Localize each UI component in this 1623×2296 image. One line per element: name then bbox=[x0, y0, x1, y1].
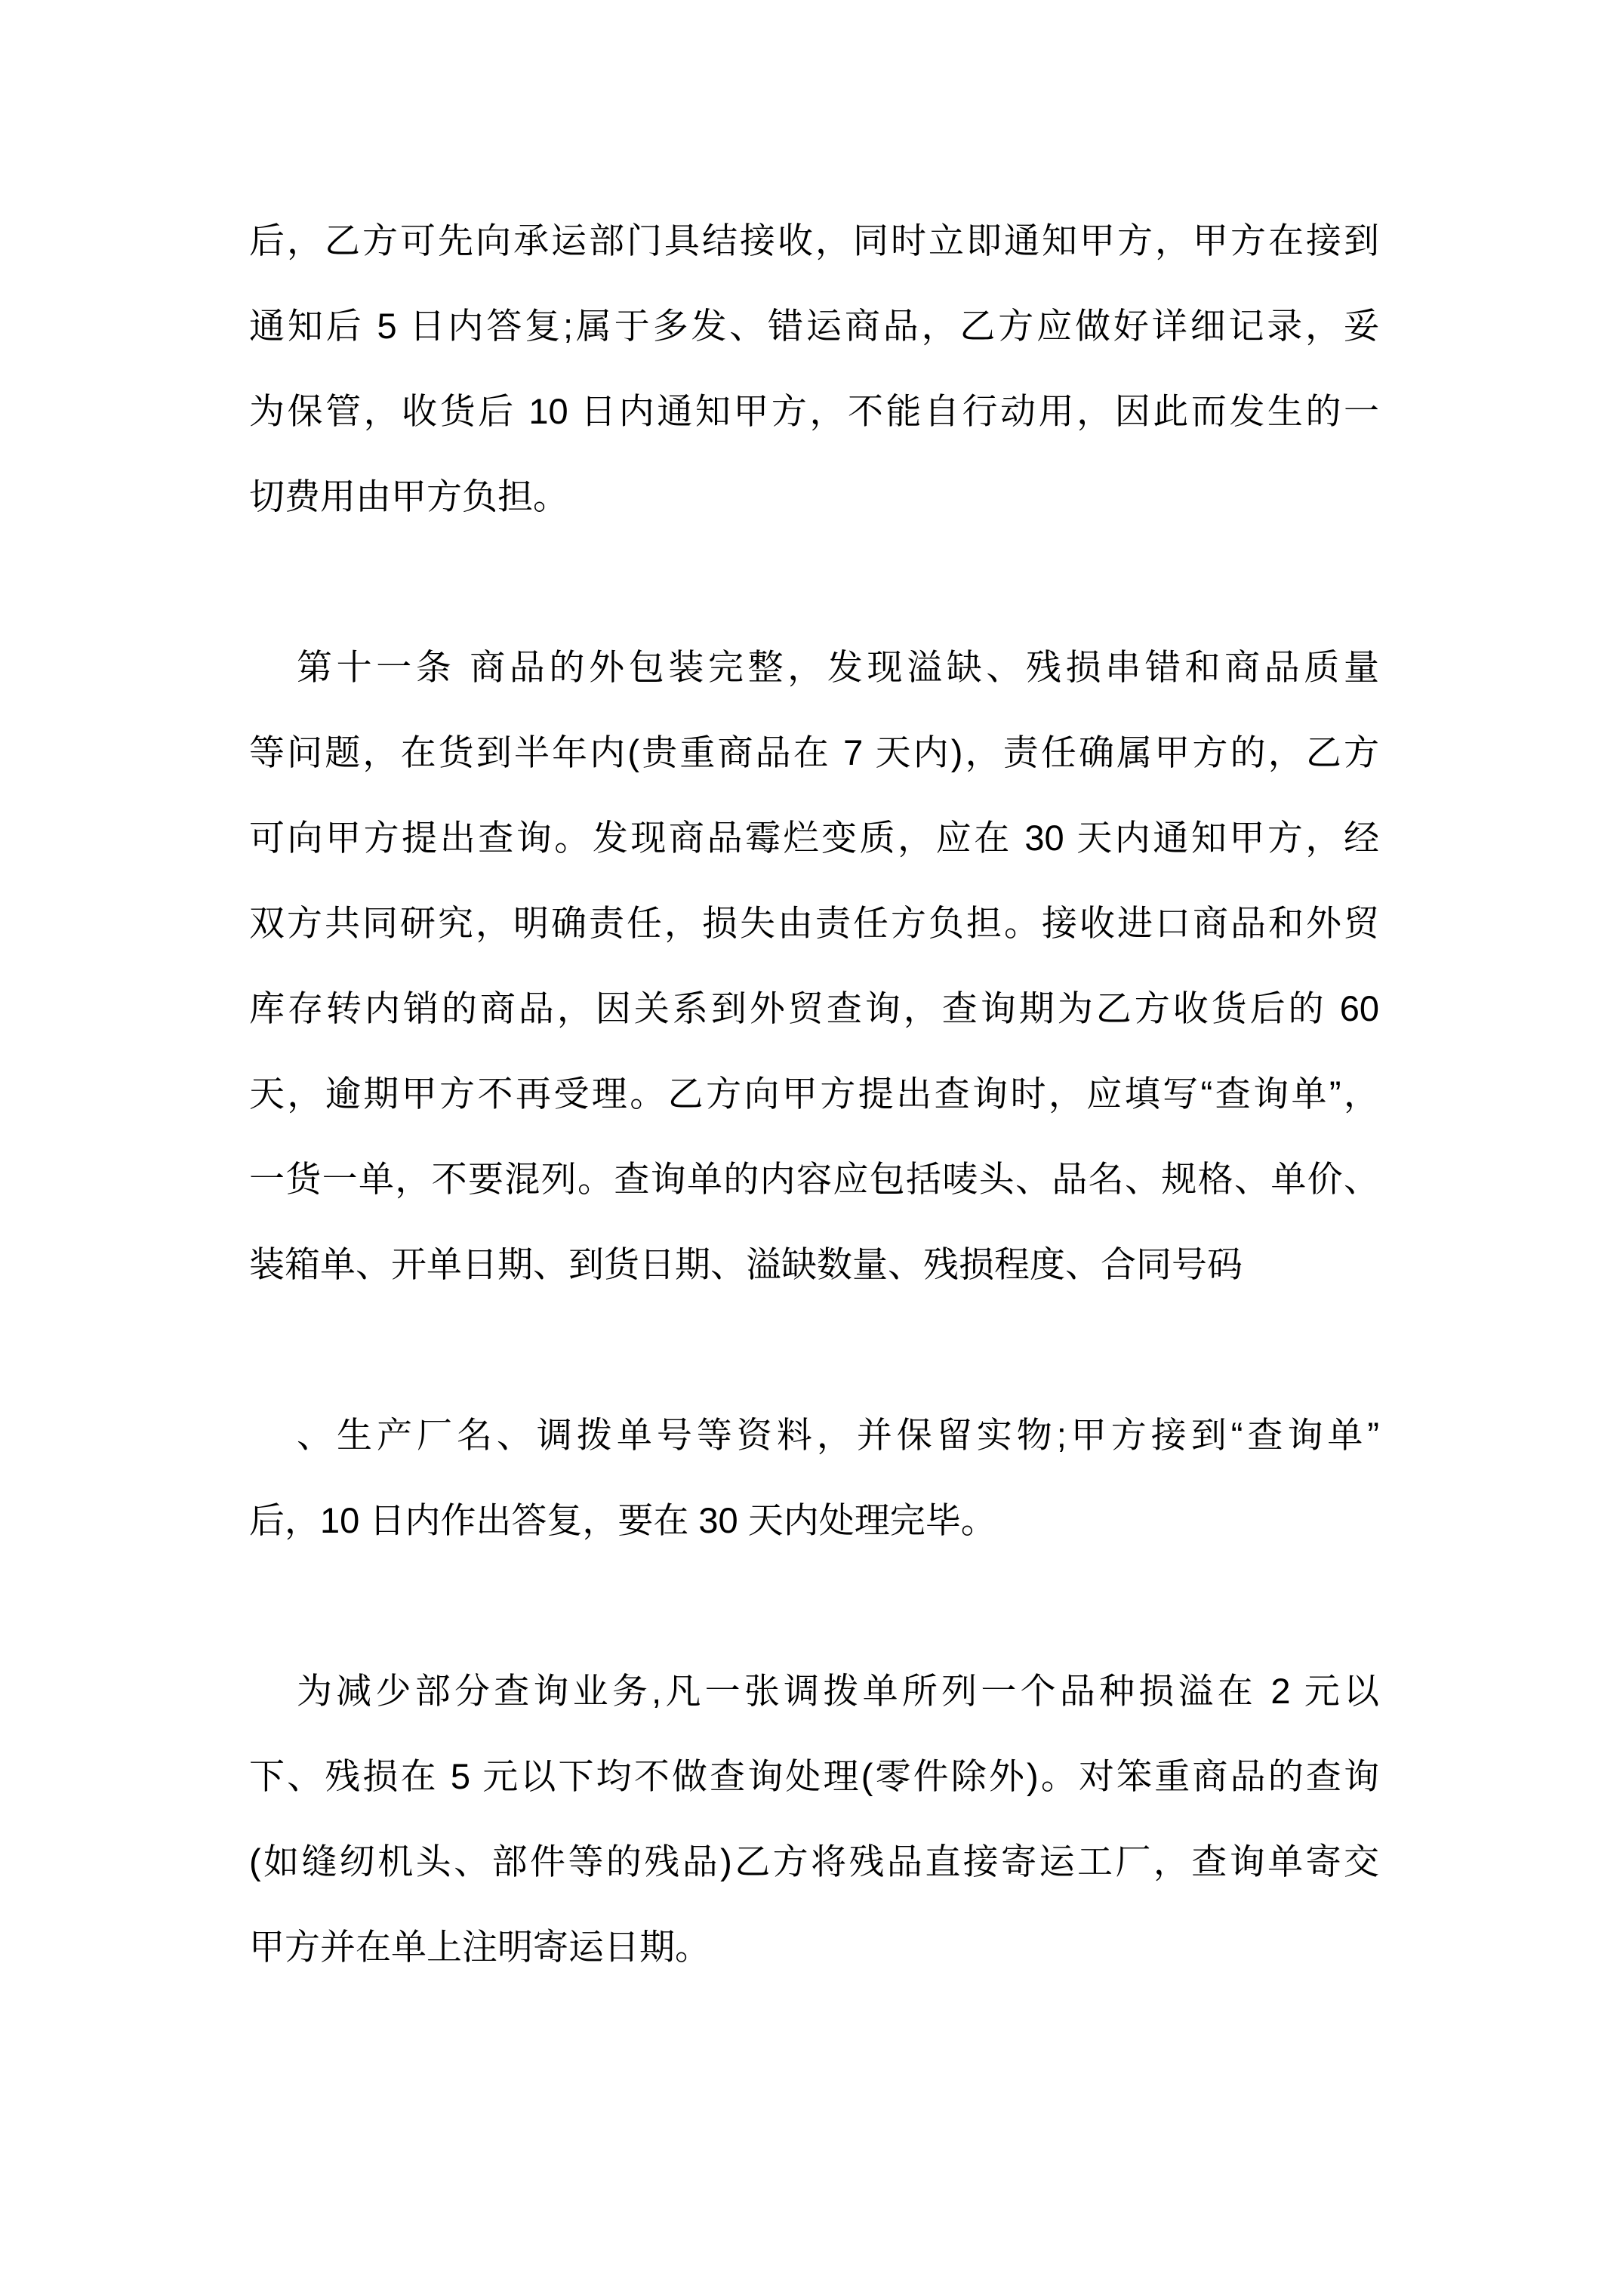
text-line: 等问题，在货到半年内(贵重商品在 7 天内)，责任确属甲方的，乙方 bbox=[249, 732, 1379, 772]
text-line: 、生产厂名、调拨单号等资料，并保留实物;甲方接到“查询单” bbox=[297, 1415, 1379, 1455]
text-line: 库存转内销的商品，因关系到外贸查询，查询期为乙方收货后的 60 bbox=[249, 988, 1379, 1028]
text-line: 为保管，收货后 10 日内通知甲方，不能自行动用，因此而发生的一 bbox=[249, 391, 1379, 431]
text-line: 下、残损在 5 元以下均不做查询处理(零件除外)。对笨重商品的查询 bbox=[249, 1756, 1379, 1796]
text-line: 天，逾期甲方不再受理。乙方向甲方提出查询时，应填写“查询单”， bbox=[249, 1074, 1379, 1114]
document-content bbox=[249, 198, 1379, 1989]
text-line: (如缝纫机头、部件等的残品)乙方将残品直接寄运工厂，查询单寄交 bbox=[249, 1841, 1379, 1881]
text-line: 切费用由甲方负担。 bbox=[249, 476, 568, 516]
text-line: 可向甲方提出查询。发现商品霉烂变质，应在 30 天内通知甲方，经 bbox=[249, 818, 1379, 858]
text-line: 第十一条 商品的外包装完整，发现溢缺、残损串错和商品质量 bbox=[297, 647, 1379, 687]
paragraph bbox=[249, 1392, 1379, 1563]
text-line: 一货一单，不要混列。查询单的内容应包括唛头、品名、规格、单价、 bbox=[249, 1159, 1379, 1199]
text-line: 甲方并在单上注明寄运日期。 bbox=[249, 1927, 710, 1967]
paragraph bbox=[249, 1648, 1379, 1989]
text-line: 后，乙方可先向承运部门具结接收，同时立即通知甲方，甲方在接到 bbox=[249, 220, 1379, 260]
text-line: 为减少部分查询业务,凡一张调拨单所列一个品种损溢在 2 元以 bbox=[297, 1671, 1379, 1711]
text-line: 装箱单、开单日期、到货日期、溢缺数量、残损程度、合同号码 bbox=[249, 1244, 1243, 1284]
text-line: 后，10 日内作出答复，要在 30 天内处理完毕。 bbox=[249, 1500, 996, 1540]
text-line: 通知后 5 日内答复;属于多发、错运商品，乙方应做好详细记录，妥 bbox=[249, 306, 1379, 346]
paragraph bbox=[249, 624, 1379, 1307]
text-line: 双方共同研究，明确责任，损失由责任方负担。接收进口商品和外贸 bbox=[249, 903, 1379, 943]
paragraph bbox=[249, 198, 1379, 539]
